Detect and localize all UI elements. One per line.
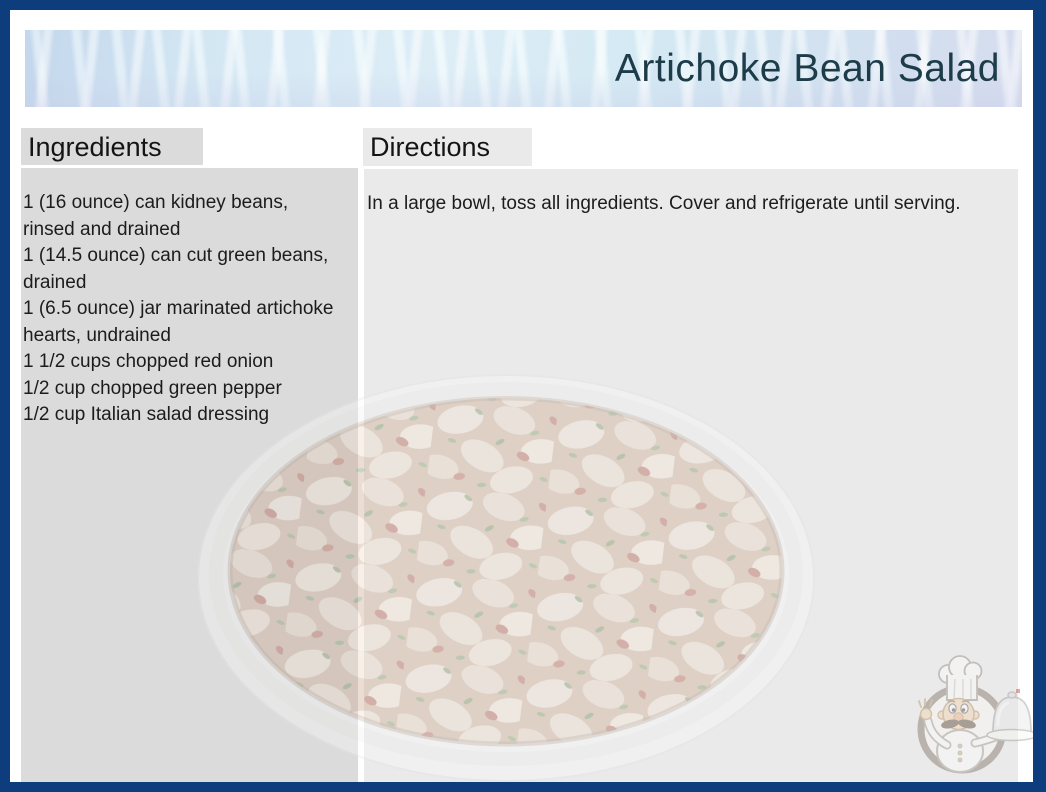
ingredients-heading: Ingredients — [28, 132, 162, 162]
ingredient-item: 1 (14.5 ounce) can cut green beans, drained — [23, 245, 329, 293]
ingredient-item: 1 1/2 cups chopped red onion — [23, 351, 274, 372]
ingredient-item: 1/2 cup chopped green pepper — [23, 377, 282, 399]
header-banner — [25, 30, 1022, 107]
ingredient-item: 1/2 cup Italian salad dressing — [23, 404, 270, 425]
directions-heading-box — [363, 128, 532, 166]
ingredient-item: 1 (16 ounce) can kidney beans, rinsed and drained — [23, 192, 289, 240]
directions-text: In a large bowl, toss all ingredients. Cover and refrigerate until serving. — [367, 193, 961, 214]
ingredients-list — [23, 190, 341, 429]
ingredient-item: 1 (6.5 ounce) jar marinated artichoke hearts, undrained — [23, 298, 334, 346]
page-title: Artichoke Bean Salad — [614, 47, 1000, 90]
chef-mascot-icon — [905, 655, 1040, 780]
bean-salad-photo — [195, 368, 819, 782]
directions-heading: Directions — [370, 132, 491, 162]
ingredients-heading-box — [21, 128, 203, 165]
